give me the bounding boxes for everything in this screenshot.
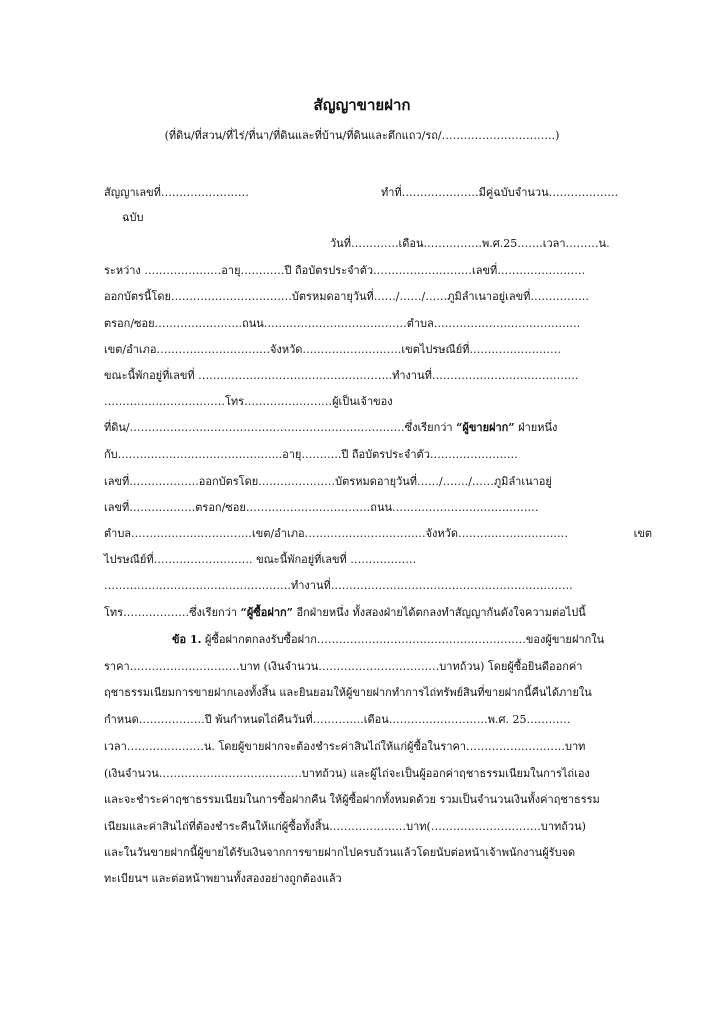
- seller-line-2: ออกบัตรนี้โดย……………………………บัตรหมดอายุวันที่……/……/……ภูมิลำเนาอยู่เลขที่…………….: [104, 290, 589, 303]
- clause-1-line-6: (เงินจำนวน…………………………………บาทถ้วน) และผู้ไถ่จะเป็นผู้ออกค่าฤชาธรรมเนียมในการไถ่เอง: [104, 767, 590, 780]
- copies-unit-line: ฉบับ: [122, 211, 144, 224]
- seller-line-7: [104, 421, 557, 435]
- seller-term: “ผู้ขายฝาก”: [456, 421, 515, 434]
- clause-1-line-10: ทะเบียนฯ และต่อหน้าพยานทั้งสองอย่างถูกต้องแล้ว: [104, 872, 342, 885]
- postal-label: เขต: [633, 527, 652, 540]
- seller-line-1: ระหว่าง …………………อายุ…………ปี ถือบัตรประจำตัว………………………เลขที่……………………: [104, 264, 586, 277]
- clause-1-line-8: เนียมและค่าสินไถ่ที่ต้องชำระคืนให้แก่ผู้ซื้อทั้งสิ้น…………………บาท(…………………………บาทถ้วน): [104, 820, 586, 833]
- buyer-line-2: เลขที่……………….ออกบัตรโดย…………………บัตรหมดอายุวันที่……/……./……ภูมิลำเนาอยู่: [104, 475, 552, 488]
- seller-line-3: ตรอก/ซอย……………….…..ถนน…………………………………ตำบล………………………………….: [104, 317, 581, 330]
- buyer-line-6: ……………………………………………ทำงานที่…………………………………………………………: [104, 579, 573, 592]
- clause-1-line-5: เวลา…………………น. โดยผู้ขายฝากจะต้องชำระค่าสินไถ่ให้แก่ผู้ซื้อในราคา………………………บาท: [104, 740, 586, 753]
- document-subtitle: (ที่ดิน/ที่สวน/ที่ไร่/ที่นา/ที่ดินและที่บ้าน/ที่ดินและตึกแถว/รถ/………………………….): [164, 129, 560, 142]
- one-party-text: ฝ่ายหนึ่ง: [518, 421, 558, 434]
- clause-1-line-3: ฤชาธรรมเนียมการขายฝากเองทั้งสิ้น และยินยอมให้ผู้ขายฝากทำการไถ่ทรัพย์สินที่ขายฝากนี้คืนได้ภายใน: [104, 686, 592, 699]
- buyer-line-1: กับ……………………………………...อายุ………..ปี ถือบัตรประจำตัว……………………: [104, 448, 518, 461]
- made-at-line: ทำที่…………………มีคู่ฉบับจำนวน……………….: [381, 186, 619, 199]
- seller-line-4: เขต/อำเภอ………………………….จังหวัด………………………เขตไปรษณีย์ที่…………………….: [104, 343, 561, 356]
- document-title: สัญญาขายฝาก: [313, 96, 411, 114]
- agreement-text: อีกฝ่ายหนึ่ง ทั้งสองฝ่ายได้ตกลงทำสัญญากันดังใจความต่อไปนี้: [296, 606, 586, 619]
- buyer-term: “ผู้ซื้อฝาก”: [240, 606, 293, 619]
- date-line: วันที่………….เดือน…………….พ.ศ.25…….เวลา………น.: [330, 237, 610, 250]
- clause-1-heading-line: [172, 633, 604, 647]
- buyer-line-5: ไปรษณีย์ที่……………………… ขณะนี้พักอยู่ที่เลขที่ ………………: [104, 553, 417, 566]
- buyer-line-7: [104, 606, 586, 620]
- buyer-line-3: เลขที่………………ตรอก/ซอย……………….……………ถนน…………………….……………: [104, 501, 539, 514]
- buyer-line-4: [104, 527, 652, 541]
- seller-line-5: ขณะนี้พักอยู่ที่เลขที่ ……………………………………………..ทำงานที่………………………………….: [104, 369, 579, 382]
- clause-1-line-4: กำหนด………………ปี พ้นกำหนดไถ่คืนวันที่…………..เดือน………………………พ.ศ. 25…………: [104, 713, 571, 726]
- seller-line-6: ……………………………โทร……………………ผู้เป็นเจ้าของ: [104, 395, 393, 408]
- property-text: ที่ดิน/…………………………………………………………………ซึ่งเรียกว่า: [104, 421, 453, 434]
- contract-number-line: สัญญาเลขที่……………………: [104, 186, 249, 199]
- subdistrict-text: ตำบล……………………………เขต/อำเภอ……………………………จังหวัด…………………………: [104, 527, 568, 540]
- clause-1-text: ผู้ซื้อฝากตกลงรับซื้อฝาก…………………………………………………ของผู้ขายฝากใน: [204, 633, 605, 646]
- clause-1-line-7: และจะชำระค่าฤชาธรรมเนียมในการซื้อฝากคืน ให้ผู้ซื้อฝากทั้งหมดด้วย รวมเป็นจำนวนเงินทั้งค่าฤชาธรรม: [104, 793, 600, 806]
- phone-text: โทร………………ซึ่งเรียกว่า: [104, 606, 238, 619]
- clause-1-line-9: และในวันขายฝากนี้ผู้ขายได้รับเงินจากการขายฝากไปครบถ้วนแล้วโดยนับต่อหน้าเจ้าพนักงานผู้รับจด: [104, 846, 576, 859]
- clause-1-number: ข้อ 1.: [172, 633, 202, 646]
- clause-1-line-2: ราคา…………………………บาท (เงินจำนวน……………………………บาทถ้วน) โดยผู้ซื้อยินดีออกค่า: [104, 660, 583, 673]
